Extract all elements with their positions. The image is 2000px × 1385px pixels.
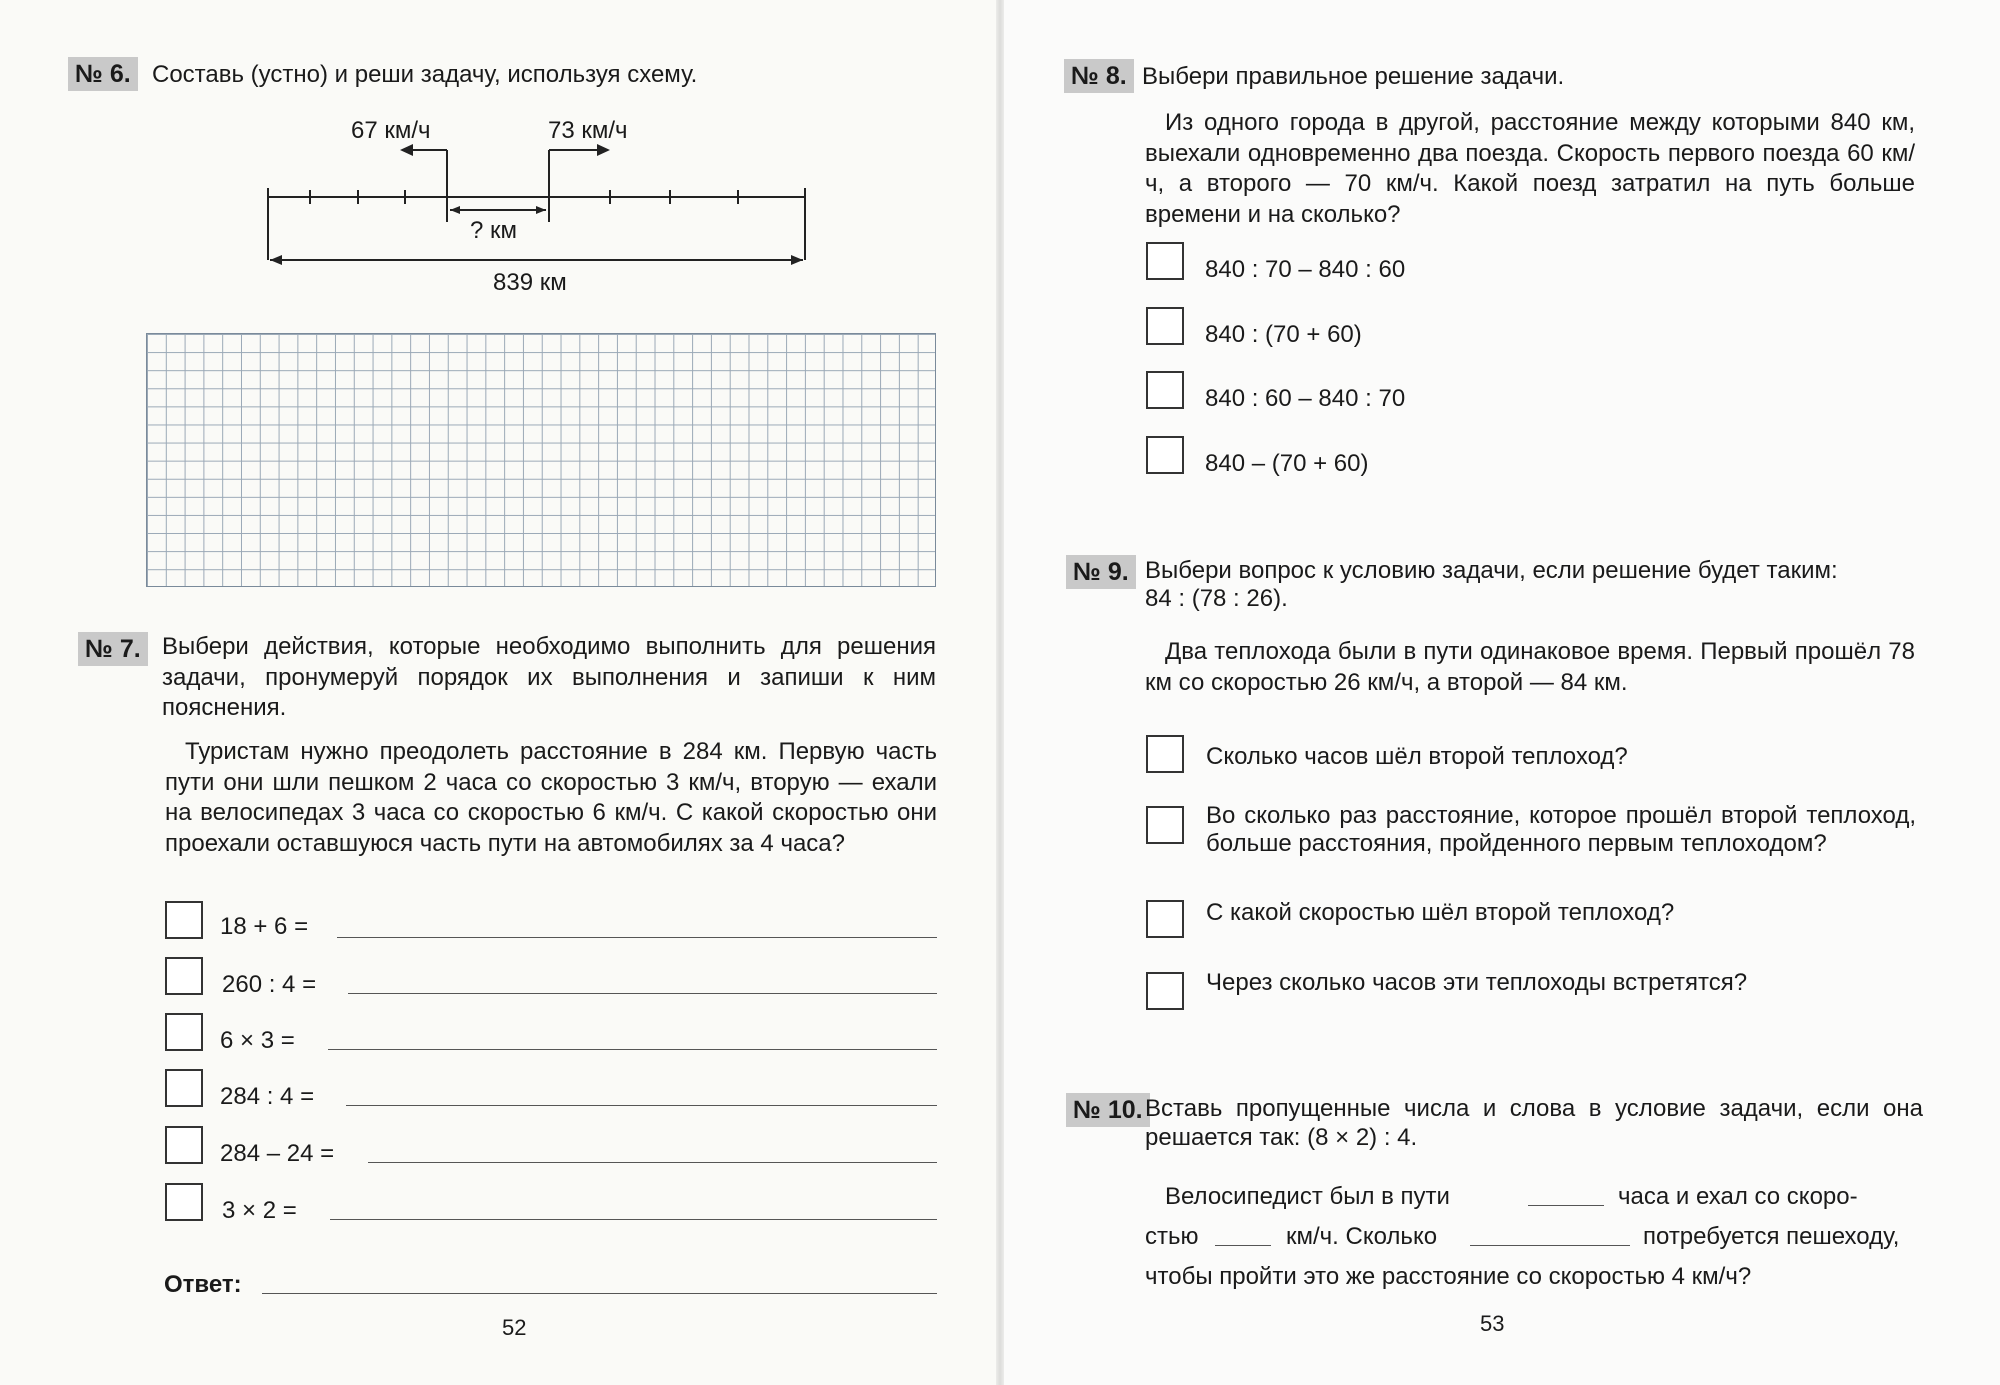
task-7-checkbox-1[interactable]: [165, 901, 203, 939]
task-9-option-2: Во сколько раз расстояние, которое прошёл второй теплоход, больше расстояния, пройденного первым теплоходом?: [1206, 802, 1916, 857]
task-9-number: № 9.: [1066, 555, 1136, 589]
book-spine: [996, 0, 1004, 1385]
left-speed-label: 67 км/ч: [351, 117, 431, 144]
task-7-problem: Туристам нужно преодолеть расстояние в 284 км. Первую часть пути они шли пешком 2 часа со скоростью 3 км/ч, вторую — ехали на велосипедах 3 часа со скоростью 6 км/ч. С какой скоростью они проехали оставшуюся часть пути на автомобилях за 4 часа?: [165, 738, 937, 857]
task-10-blank-speed[interactable]: [1215, 1245, 1271, 1246]
task-6-number: № 6.: [68, 57, 138, 91]
task-7-checkbox-3[interactable]: [165, 1013, 203, 1051]
task-8-option-2: 840 : (70 + 60): [1205, 321, 1362, 348]
task-9-problem: Два теплохода были в пути одинаковое время. Первый прошёл 78 км со скоростью 26 км/ч, а второй — 84 км.: [1145, 638, 1915, 696]
task-10-text: Вставь пропущенные числа и слова в условие задачи, если она решается так: (8 × 2) : 4.: [1145, 1095, 1923, 1151]
task-8-checkbox-4[interactable]: [1146, 436, 1184, 474]
gap-distance-label: ? км: [470, 217, 518, 244]
task-9-checkbox-3[interactable]: [1146, 900, 1184, 938]
task-7-answer-line-3[interactable]: [328, 1049, 937, 1050]
task-7-option-2: 260 : 4 =: [222, 971, 317, 998]
task-7-checkbox-6[interactable]: [165, 1183, 203, 1221]
task-9-option-3: С какой скоростью шёл второй теплоход?: [1206, 899, 1675, 926]
task-8-text: Выбери правильное решение задачи.: [1142, 63, 1565, 90]
task-7-checkbox-5[interactable]: [165, 1126, 203, 1164]
task-7-instruction: Выбери действия, которые необходимо выполнить для решения задачи, пронумеруй порядок их выполнения и запиши к ним пояснения.: [162, 633, 936, 721]
task-10-text-part-3: стью: [1145, 1223, 1199, 1250]
task-6-text: Составь (устно) и реши задачу, используя схему.: [152, 61, 698, 88]
task-7-option-4: 284 : 4 =: [220, 1083, 315, 1110]
task-8-number: № 8.: [1064, 59, 1134, 93]
task-9-checkbox-4[interactable]: [1146, 972, 1184, 1010]
task-9-text-line-1: Выбери вопрос к условию задачи, если решение будет таким:: [1145, 557, 1838, 584]
task-7-answer-line-1[interactable]: [337, 937, 937, 938]
task-7-option-3: 6 × 3 =: [220, 1027, 295, 1054]
total-distance-label: 839 км: [493, 269, 567, 296]
task-8-option-4: 840 – (70 + 60): [1205, 450, 1369, 477]
task-8-checkbox-1[interactable]: [1146, 242, 1184, 280]
answer-label: Ответ:: [164, 1271, 242, 1298]
answer-grid[interactable]: [146, 333, 936, 587]
task-7-checkbox-4[interactable]: [165, 1069, 203, 1107]
task-9-option-4: Через сколько часов эти теплоходы встретятся?: [1206, 969, 1748, 996]
task-9-checkbox-1[interactable]: [1146, 735, 1184, 773]
task-10-text-part-1: Велосипедист был в пути: [1165, 1183, 1450, 1210]
task-7-checkbox-2[interactable]: [165, 957, 203, 995]
task-8-checkbox-2[interactable]: [1146, 307, 1184, 345]
task-10-text-part-5: потребуется пешеходу,: [1643, 1223, 1900, 1250]
task-7-option-6: 3 × 2 =: [222, 1197, 297, 1224]
task-8-option-3: 840 : 60 – 840 : 70: [1205, 385, 1406, 412]
page-number-left: 52: [502, 1315, 527, 1340]
task-7-answer-line-4[interactable]: [346, 1105, 937, 1106]
task-10-text-part-4: км/ч. Сколько: [1286, 1223, 1438, 1250]
task-10-text-part-2: часа и ехал со скоро-: [1618, 1183, 1858, 1210]
task-7-option-5: 284 – 24 =: [220, 1140, 335, 1167]
task-9-option-1: Сколько часов шёл второй теплоход?: [1206, 743, 1628, 770]
task-9-text-line-2: 84 : (78 : 26).: [1145, 585, 1288, 612]
task-8-checkbox-3[interactable]: [1146, 371, 1184, 409]
task-10-text-part-6: чтобы пройти это же расстояние со скоростью 4 км/ч?: [1145, 1263, 1752, 1290]
page-number-right: 53: [1480, 1311, 1505, 1336]
answer-line[interactable]: [262, 1293, 937, 1294]
task-7-number: № 7.: [78, 632, 148, 666]
right-speed-label: 73 км/ч: [548, 117, 628, 144]
task-7-answer-line-5[interactable]: [368, 1162, 937, 1163]
task-8-problem: Из одного города в другой, расстояние между которыми 840 км, выехали одновременно два поезда. Скорость первого поезда 60 км/ч, а второго — 70 км/ч. Какой поезд затратил на путь больше времени и на сколько?: [1145, 109, 1915, 228]
task-7-answer-line-6[interactable]: [330, 1219, 937, 1220]
task-9-checkbox-2[interactable]: [1146, 806, 1184, 844]
task-10-blank-word[interactable]: [1470, 1245, 1630, 1246]
task-10-blank-hours[interactable]: [1528, 1205, 1604, 1206]
task-8-option-1: 840 : 70 – 840 : 60: [1205, 256, 1406, 283]
task-7-option-1: 18 + 6 =: [220, 913, 309, 940]
task-10-number: № 10.: [1066, 1093, 1150, 1127]
task-7-answer-line-2[interactable]: [348, 993, 937, 994]
